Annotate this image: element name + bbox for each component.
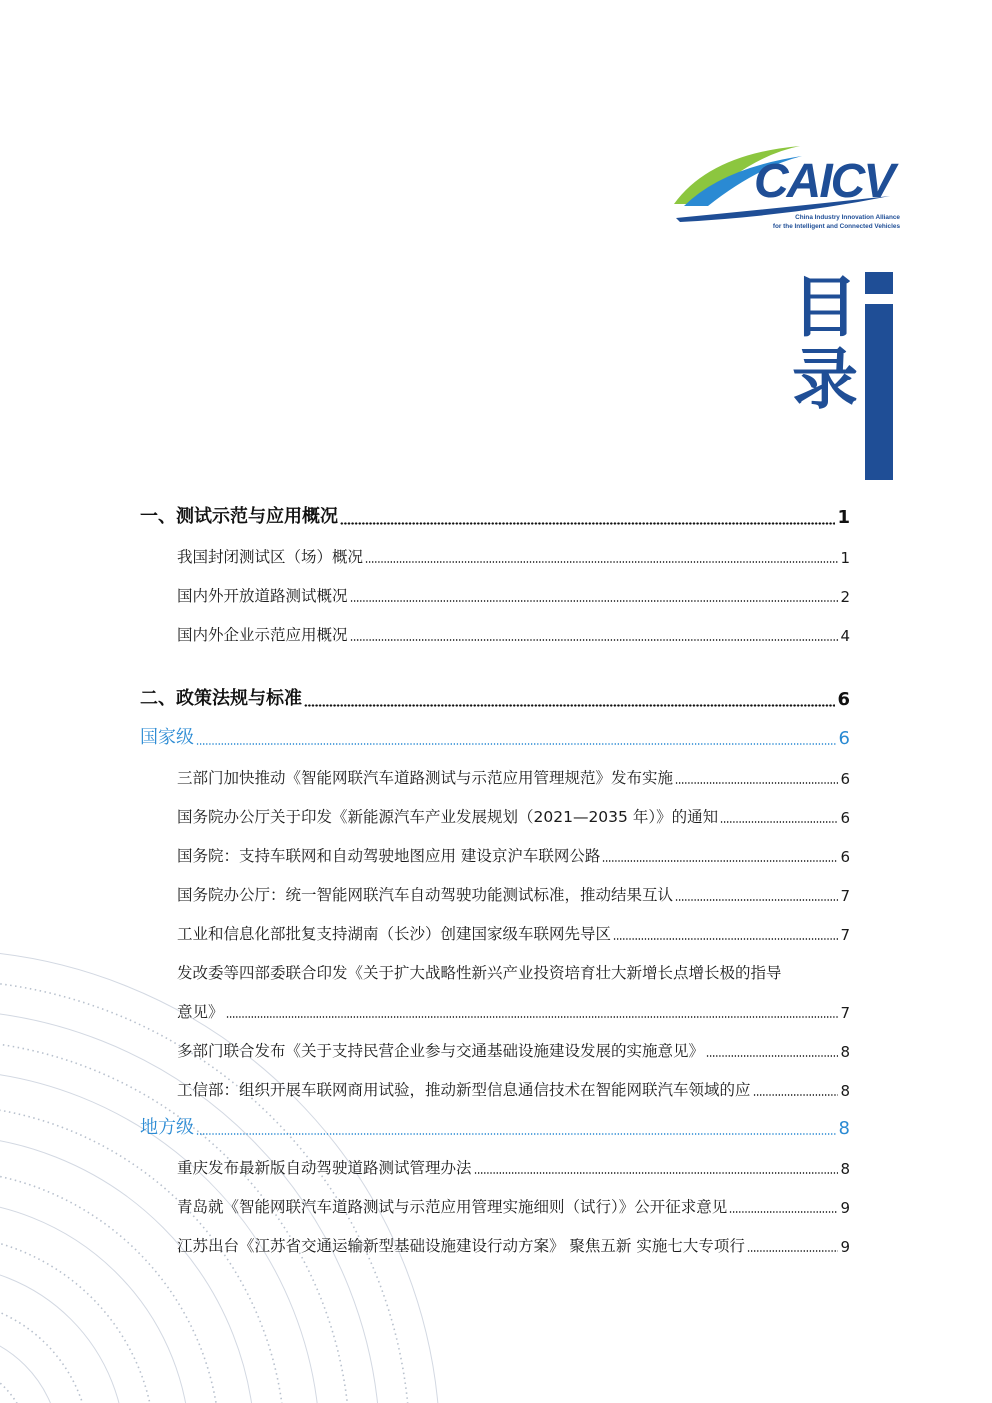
toc-entry-title: 地方级 (140, 1117, 194, 1138)
toc-entry-title: 三部门加快推动《智能网联汽车道路测试与示范应用管理规范》发布实施 (177, 769, 674, 787)
dot-leader (196, 1133, 837, 1135)
toc-entry[interactable] (140, 536, 850, 575)
toc-heading (790, 269, 860, 418)
toc-heading-char: 目 (792, 269, 858, 346)
toc-page-number: 7 (840, 887, 850, 905)
toc-entry-section-1[interactable] (140, 497, 850, 536)
dot-leader (753, 1094, 839, 1096)
toc-entry[interactable] (140, 1069, 850, 1108)
toc-entry-title: 工业和信息化部批复支持湖南（长沙）创建国家级车联网先导区 (177, 925, 612, 943)
toc-entry[interactable] (140, 874, 850, 913)
toc-page-number: 6 (840, 770, 850, 788)
toc-entry[interactable] (140, 913, 850, 952)
toc-entry[interactable] (140, 1030, 850, 1069)
toc-page-number: 1 (837, 507, 850, 528)
dot-leader (675, 899, 838, 901)
toc-entry-title: 国务院办公厅：统一智能网联汽车自动驾驶功能测试标准，推动结果互认 (177, 886, 674, 904)
toc-entry[interactable] (140, 757, 850, 796)
toc-page-number: 8 (840, 1043, 850, 1061)
toc-entry-title: 重庆发布最新版自动驾驶道路测试管理办法 (177, 1159, 472, 1177)
dot-leader (196, 743, 837, 745)
toc-entry-local[interactable] (140, 1108, 850, 1147)
toc-entry[interactable] (140, 1225, 850, 1264)
toc-entry-national[interactable] (140, 718, 850, 757)
dot-leader (747, 1250, 839, 1252)
toc-page-number: 8 (840, 1082, 850, 1100)
toc-entry-title: 我国封闭测试区（场）概况 (177, 548, 364, 566)
toc-entry-title: 一、测试示范与应用概况 (140, 506, 338, 527)
dot-leader (304, 704, 835, 707)
toc-entry-title: 国内外企业示范应用概况 (177, 626, 348, 644)
toc-page-number: 4 (840, 627, 850, 645)
toc-heading-char: 录 (792, 341, 858, 418)
decorative-side-bar-notch (865, 294, 893, 304)
dot-leader (602, 860, 838, 862)
toc-page-number: 9 (840, 1238, 850, 1256)
toc-page-number: 6 (837, 689, 850, 710)
toc-entry-title: 青岛就《智能网联汽车道路测试与示范应用管理实施细则（试行）》公开征求意见 (177, 1198, 728, 1216)
toc-entry-wrapped-line-1[interactable] (140, 952, 850, 991)
toc-page-number: 9 (840, 1199, 850, 1217)
toc-page-number: 7 (840, 1004, 850, 1022)
dot-leader (350, 639, 839, 641)
dot-leader (706, 1055, 838, 1057)
toc-entry[interactable] (140, 575, 850, 614)
toc-entry-title: 多部门联合发布《关于支持民营企业参与交通基础设施建设发展的实施意见》 (177, 1042, 705, 1060)
dot-leader (340, 522, 835, 525)
toc-page-number: 6 (840, 848, 850, 866)
toc-entry-title: 国务院办公厅关于印发《新能源汽车产业发展规划（2021—2035 年）》的通知 (177, 808, 719, 826)
toc-entry[interactable] (140, 1186, 850, 1225)
logo-subtitle: China Industry Innovation Alliance (795, 214, 900, 221)
dot-leader (226, 1016, 839, 1018)
dot-leader (365, 561, 838, 563)
toc-entry-title: 国务院：支持车联网和自动驾驶地图应用 建设京沪车联网公路 (177, 847, 601, 865)
toc-page-number: 7 (840, 926, 850, 944)
toc-page-number: 8 (838, 1118, 850, 1139)
toc-page-number: 6 (840, 809, 850, 827)
toc-entry-title-continued: 意见》 (177, 1003, 224, 1021)
dot-leader (729, 1211, 838, 1213)
table-of-contents (140, 497, 850, 1264)
toc-entry-title: 二、政策法规与标准 (140, 688, 302, 709)
toc-entry[interactable] (140, 835, 850, 874)
logo-wordmark: CAICV (754, 155, 894, 208)
toc-entry-title: 江苏出台《江苏省交通运输新型基础设施建设行动方案》 聚焦五新 实施七大专项行 (177, 1237, 745, 1255)
toc-entry-title: 国家级 (140, 727, 194, 748)
caicv-logo (670, 142, 902, 238)
toc-page-number: 2 (840, 588, 850, 606)
toc-entry[interactable] (140, 614, 850, 653)
toc-entry[interactable] (140, 796, 850, 835)
dot-leader (474, 1172, 839, 1174)
dot-leader (720, 821, 838, 823)
toc-page-number: 8 (840, 1160, 850, 1178)
toc-entry-section-2[interactable] (140, 679, 850, 718)
toc-entry-title: 国内外开放道路测试概况 (177, 587, 348, 605)
dot-leader (350, 600, 839, 602)
toc-entry-wrapped-line-2[interactable] (140, 991, 850, 1030)
toc-entry-title: 发改委等四部委联合印发《关于扩大战略性新兴产业投资培育壮大新增长点增长极的指导 (177, 964, 782, 982)
logo-subtitle: for the Intelligent and Connected Vehicles (772, 223, 900, 230)
toc-entry-title: 工信部：组织开展车联网商用试验，推动新型信息通信技术在智能网联汽车领域的应 (177, 1081, 751, 1099)
toc-entry[interactable] (140, 1147, 850, 1186)
dot-leader (613, 938, 838, 940)
dot-leader (675, 782, 838, 784)
toc-page-number: 6 (838, 728, 850, 749)
toc-page-number: 1 (840, 549, 850, 567)
